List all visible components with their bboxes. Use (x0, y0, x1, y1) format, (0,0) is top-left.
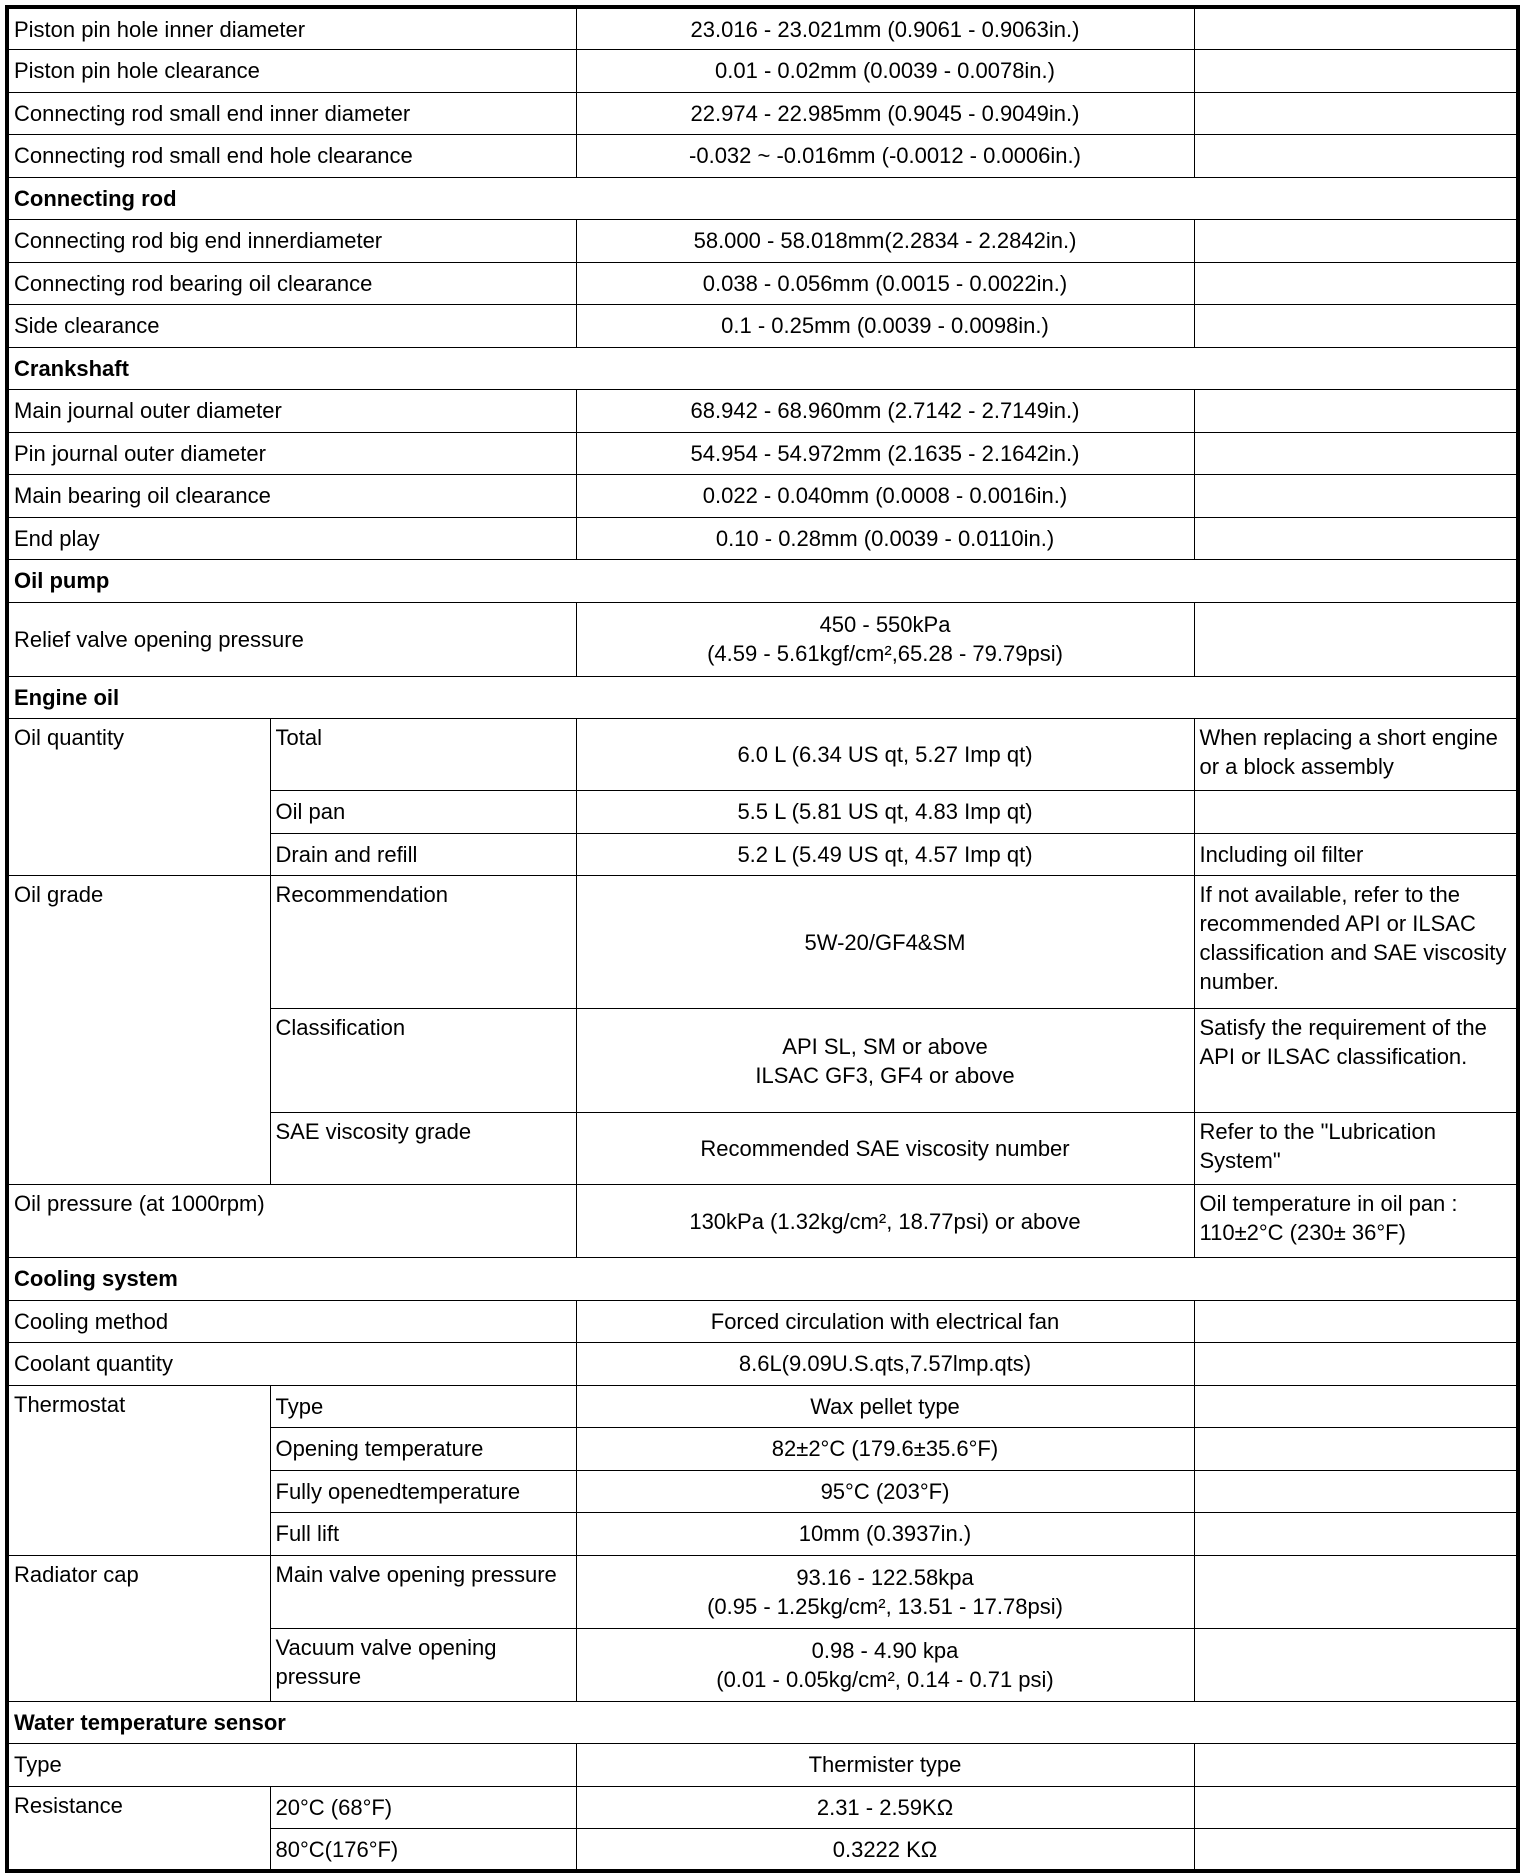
spec-value: 82±2°C (179.6±35.6°F) (576, 1428, 1194, 1471)
spec-label: Connecting rod big end innerdiameter (7, 220, 576, 263)
spec-value: 0.10 - 0.28mm (0.0039 - 0.0110in.) (576, 517, 1194, 560)
specification-table (5, 5, 1520, 1873)
spec-note: If not available, refer to the recommended API or ILSAC classification and SAE viscosity number. (1194, 876, 1518, 1009)
spec-sublabel: Classification (270, 1009, 576, 1113)
spec-label: Pin journal outer diameter (7, 432, 576, 475)
spec-value: 450 - 550kPa (4.59 - 5.61kgf/cm²,65.28 - 79.79psi) (576, 602, 1194, 676)
section-title: Oil pump (7, 560, 1518, 603)
spec-value: 23.016 - 23.021mm (0.9061 - 0.9063in.) (576, 7, 1194, 50)
table-row (7, 92, 1518, 135)
spec-note: Oil temperature in oil pan : 110±2°C (230± 36°F) (1194, 1185, 1518, 1258)
spec-sublabel: Fully openedtemperature (270, 1470, 576, 1513)
spec-sublabel: Recommendation (270, 876, 576, 1009)
spec-value: 58.000 - 58.018mm(2.2834 - 2.2842in.) (576, 220, 1194, 263)
spec-label: Cooling method (7, 1300, 576, 1343)
table-row (7, 1385, 1518, 1428)
table-row (7, 432, 1518, 475)
table-row (7, 876, 1518, 1009)
section-header-row (7, 177, 1518, 220)
spec-value: 0.038 - 0.056mm (0.0015 - 0.0022in.) (576, 262, 1194, 305)
spec-value: Recommended SAE viscosity number (576, 1113, 1194, 1185)
table-row (7, 602, 1518, 676)
spec-label: Resistance (7, 1786, 270, 1871)
table-row (7, 1185, 1518, 1258)
spec-label: Thermostat (7, 1385, 270, 1555)
spec-label: Piston pin hole inner diameter (7, 7, 576, 50)
spec-label: Connecting rod small end inner diameter (7, 92, 576, 135)
spec-label: Side clearance (7, 305, 576, 348)
table-row (7, 719, 1518, 791)
spec-label: Connecting rod bearing oil clearance (7, 262, 576, 305)
spec-label: Connecting rod small end hole clearance (7, 135, 576, 178)
spec-value: 8.6L(9.09U.S.qts,7.57lmp.qts) (576, 1343, 1194, 1386)
spec-label: Oil pressure (at 1000rpm) (7, 1185, 576, 1258)
spec-sublabel: 20°C (68°F) (270, 1786, 576, 1829)
spec-note: When replacing a short engine or a block assembly (1194, 719, 1518, 791)
spec-value: 5.5 L (5.81 US qt, 4.83 Imp qt) (576, 791, 1194, 834)
spec-value: 95°C (203°F) (576, 1470, 1194, 1513)
spec-value: 22.974 - 22.985mm (0.9045 - 0.9049in.) (576, 92, 1194, 135)
table-row (7, 262, 1518, 305)
table-row (7, 1300, 1518, 1343)
spec-sublabel: 80°C(176°F) (270, 1829, 576, 1872)
section-title: Crankshaft (7, 347, 1518, 390)
table-row (7, 50, 1518, 93)
section-title: Water temperature sensor (7, 1701, 1518, 1744)
spec-sublabel: Opening temperature (270, 1428, 576, 1471)
spec-value: 93.16 - 122.58kpa (0.95 - 1.25kg/cm², 13.51 - 17.78psi) (576, 1555, 1194, 1628)
spec-sublabel: Main valve opening pressure (270, 1555, 576, 1628)
spec-sublabel: Full lift (270, 1513, 576, 1556)
spec-label: Relief valve opening pressure (7, 602, 576, 676)
spec-value: 0.022 - 0.040mm (0.0008 - 0.0016in.) (576, 475, 1194, 518)
spec-label: Type (7, 1744, 576, 1787)
spec-label: Main bearing oil clearance (7, 475, 576, 518)
table-row (7, 1786, 1518, 1829)
spec-note: Satisfy the requirement of the API or ILSAC classification. (1194, 1009, 1518, 1113)
spec-sublabel: SAE viscosity grade (270, 1113, 576, 1185)
table-row (7, 305, 1518, 348)
spec-value: API SL, SM or above ILSAC GF3, GF4 or above (576, 1009, 1194, 1113)
table-row (7, 1744, 1518, 1787)
section-header-row (7, 1701, 1518, 1744)
section-header-row (7, 347, 1518, 390)
table-row (7, 1555, 1518, 1628)
spec-value: 130kPa (1.32kg/cm², 18.77psi) or above (576, 1185, 1194, 1258)
spec-value: 10mm (0.3937in.) (576, 1513, 1194, 1556)
spec-value: 0.1 - 0.25mm (0.0039 - 0.0098in.) (576, 305, 1194, 348)
table-row (7, 475, 1518, 518)
section-header-row (7, 676, 1518, 719)
table-row (7, 390, 1518, 433)
spec-note: Refer to the "Lubrication System" (1194, 1113, 1518, 1185)
table-row (7, 220, 1518, 263)
spec-value: 2.31 - 2.59KΩ (576, 1786, 1194, 1829)
table-row (7, 135, 1518, 178)
section-header-row (7, 1258, 1518, 1301)
spec-sublabel: Vacuum valve opening pressure (270, 1628, 576, 1701)
spec-label: End play (7, 517, 576, 560)
spec-value: 0.98 - 4.90 kpa (0.01 - 0.05kg/cm², 0.14 - 0.71 psi) (576, 1628, 1194, 1701)
table-row (7, 7, 1518, 50)
spec-value: Wax pellet type (576, 1385, 1194, 1428)
spec-value: 6.0 L (6.34 US qt, 5.27 Imp qt) (576, 719, 1194, 791)
section-title: Engine oil (7, 676, 1518, 719)
table-row (7, 517, 1518, 560)
spec-value: 0.01 - 0.02mm (0.0039 - 0.0078in.) (576, 50, 1194, 93)
section-header-row (7, 560, 1518, 603)
section-title: Cooling system (7, 1258, 1518, 1301)
spec-sublabel: Oil pan (270, 791, 576, 834)
section-title: Connecting rod (7, 177, 1518, 220)
spec-sublabel: Total (270, 719, 576, 791)
spec-value: 5W-20/GF4&SM (576, 876, 1194, 1009)
spec-sublabel: Drain and refill (270, 833, 576, 876)
spec-value: Forced circulation with electrical fan (576, 1300, 1194, 1343)
spec-sublabel: Type (270, 1385, 576, 1428)
spec-label: Main journal outer diameter (7, 390, 576, 433)
spec-label: Piston pin hole clearance (7, 50, 576, 93)
spec-value: 68.942 - 68.960mm (2.7142 - 2.7149in.) (576, 390, 1194, 433)
spec-value: Thermister type (576, 1744, 1194, 1787)
spec-value: 5.2 L (5.49 US qt, 4.57 Imp qt) (576, 833, 1194, 876)
spec-label: Oil grade (7, 876, 270, 1185)
spec-value: 54.954 - 54.972mm (2.1635 - 2.1642in.) (576, 432, 1194, 475)
spec-value: 0.3222 KΩ (576, 1829, 1194, 1872)
spec-note: Including oil filter (1194, 833, 1518, 876)
spec-label: Radiator cap (7, 1555, 270, 1701)
table-row (7, 1343, 1518, 1386)
spec-value: -0.032 ~ -0.016mm (-0.0012 - 0.0006in.) (576, 135, 1194, 178)
spec-label: Oil quantity (7, 719, 270, 876)
spec-label: Coolant quantity (7, 1343, 576, 1386)
